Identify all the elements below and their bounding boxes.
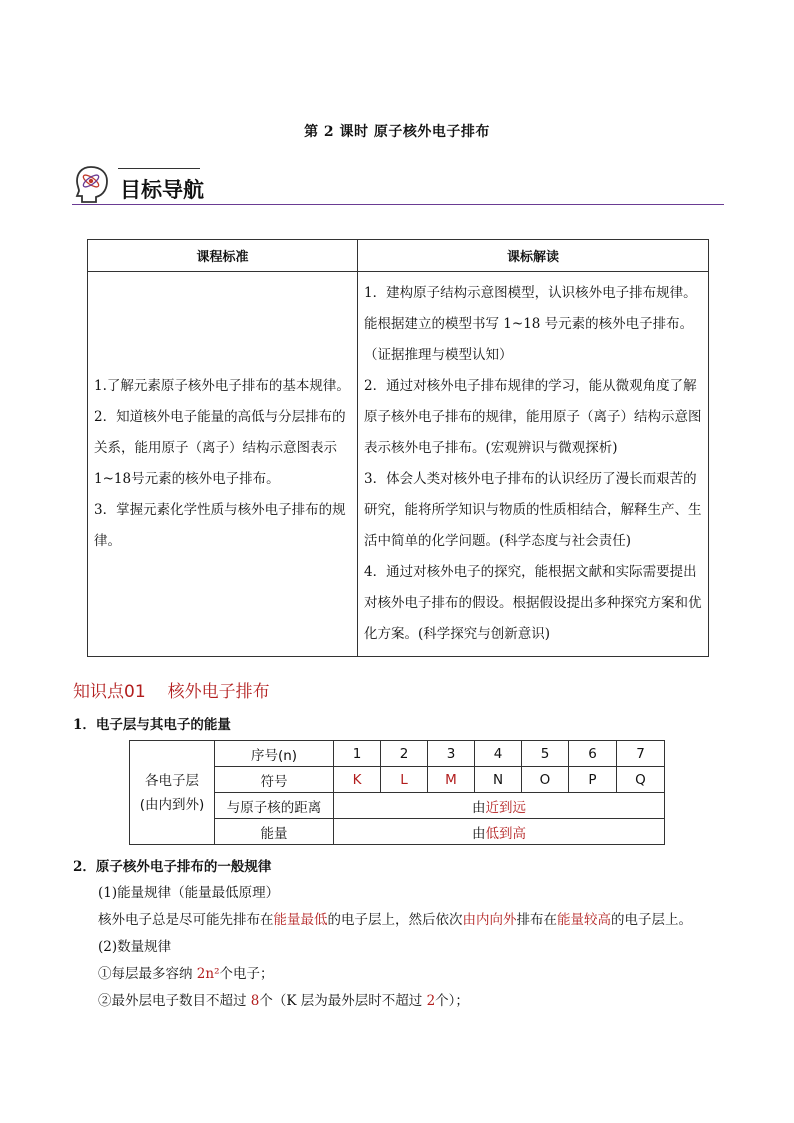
row-label-distance: 与原子核的距离 bbox=[215, 793, 334, 819]
row-label-number: 序号(n) bbox=[215, 741, 334, 767]
table-header-row bbox=[88, 240, 709, 272]
section-header-label: 目标导航 bbox=[120, 178, 204, 202]
header-cell-interpretation: 课标解读 bbox=[358, 240, 709, 272]
text-span: 的电子层上，然后依次 bbox=[327, 912, 463, 928]
interpretation-item: 1．建构原子结构示意图模型，认识核外电子排布规律。能根据建立的模型书写 1~18 号元素的核外电子排布。（证据推理与模型认知） bbox=[364, 285, 697, 363]
text-highlight: 能量较高 bbox=[557, 912, 611, 928]
electron-shell-table bbox=[129, 740, 665, 845]
text-span: 个电子； bbox=[219, 966, 274, 982]
shell-symbol: N bbox=[475, 767, 522, 793]
energy-value bbox=[334, 819, 665, 845]
section-header-rule bbox=[72, 204, 724, 205]
section-header bbox=[72, 160, 724, 210]
text-span: ②最外层电子数目不超过 bbox=[98, 993, 251, 1009]
text-span: ①每层最多容纳 bbox=[98, 966, 197, 982]
distance-value bbox=[334, 793, 665, 819]
interpretation-item: 3．体会人类对核外电子排布的认识经历了漫长而艰苦的研究，能将所学知识与物质的性质相结合，解释生产、生活中简单的化学问题。(科学态度与社会责任) bbox=[364, 471, 702, 549]
shell-number: 4 bbox=[475, 741, 522, 767]
section-heading-2: 2．原子核外电子排布的一般规律 bbox=[73, 859, 272, 875]
interpretation-item: 2．通过对核外电子排布规律的学习，能从微观角度了解原子核外电子排布的规律，能用原子（离子）结构示意图表示核外电子排布。(宏观辨识与微观探析) bbox=[364, 378, 702, 456]
rule-2-item-2 bbox=[98, 989, 469, 1009]
table-row bbox=[130, 741, 665, 767]
shell-symbol: K bbox=[334, 767, 381, 793]
text-highlight: 8 bbox=[250, 993, 260, 1009]
standard-item: 3．掌握元素化学性质与核外电子排布的规律。 bbox=[94, 502, 346, 549]
shell-group-label-line2: (由内到外) bbox=[139, 796, 205, 813]
standards-table bbox=[87, 239, 709, 657]
text-span: 的电子层上。 bbox=[611, 912, 692, 928]
rule-2-item-1 bbox=[98, 962, 274, 982]
shell-number: 3 bbox=[428, 741, 475, 767]
text-highlight: 由内向外 bbox=[462, 912, 517, 928]
energy-value-text: 低到高 bbox=[485, 825, 526, 842]
shell-group-label-line1: 各电子层 bbox=[145, 772, 199, 789]
text-span: 核外电子总是尽可能先排布在 bbox=[98, 912, 274, 928]
knowledge-point-label: 知识点01 bbox=[73, 682, 146, 702]
head-atom-icon bbox=[74, 164, 110, 204]
standards-cell bbox=[88, 272, 358, 657]
text-highlight: 2n² bbox=[196, 966, 220, 982]
text-span: 个（K 层为最外层时不超过 bbox=[259, 993, 427, 1009]
shell-group-label bbox=[130, 741, 215, 845]
section-heading-1: 1．电子层与其电子的能量 bbox=[73, 717, 231, 733]
rule-1-title: (1)能量规律（能量最低原理） bbox=[98, 885, 280, 901]
knowledge-point-title bbox=[73, 677, 270, 702]
text-span: 排布在 bbox=[516, 912, 557, 928]
standard-item: 2．知道核外电子能量的高低与分层排布的关系，能用原子（离子）结构示意图表示1~18号元素的核外电子排布。 bbox=[94, 409, 346, 487]
row-label-energy: 能量 bbox=[215, 819, 334, 845]
shell-number: 2 bbox=[381, 741, 428, 767]
shell-symbol: L bbox=[381, 767, 428, 793]
shell-number: 6 bbox=[569, 741, 617, 767]
interpretation-cell bbox=[358, 272, 709, 657]
shell-number: 5 bbox=[522, 741, 569, 767]
table-row bbox=[88, 272, 709, 657]
shell-symbol: P bbox=[569, 767, 617, 793]
shell-number: 1 bbox=[334, 741, 381, 767]
header-cell-standard: 课程标准 bbox=[88, 240, 358, 272]
shell-number: 7 bbox=[617, 741, 665, 767]
shell-symbol: O bbox=[522, 767, 569, 793]
interpretation-item: 4．通过对核外电子的探究，能根据文献和实际需要提出对核外电子排布的假设。根据假设提出多种探究方案和优化方案。(科学探究与创新意识) bbox=[364, 564, 702, 642]
standard-item: 1.了解元素原子核外电子排布的基本规律。 bbox=[94, 378, 350, 394]
distance-value-text: 近到远 bbox=[485, 799, 526, 816]
text-highlight: 2 bbox=[426, 993, 436, 1009]
text-span: 个）； bbox=[435, 993, 469, 1009]
distance-prefix: 由 bbox=[472, 799, 486, 816]
shell-symbol: M bbox=[428, 767, 475, 793]
row-label-symbol: 符号 bbox=[215, 767, 334, 793]
shell-symbol: Q bbox=[617, 767, 665, 793]
rule-2-title: (2)数量规律 bbox=[98, 939, 172, 955]
energy-prefix: 由 bbox=[472, 825, 486, 842]
header-top-line bbox=[118, 168, 200, 169]
page-title: 第 2 课时 原子核外电子排布 bbox=[304, 124, 490, 140]
knowledge-point-name: 核外电子排布 bbox=[167, 682, 270, 702]
text-highlight: 能量最低 bbox=[273, 912, 328, 928]
rule-1-text bbox=[98, 908, 692, 928]
